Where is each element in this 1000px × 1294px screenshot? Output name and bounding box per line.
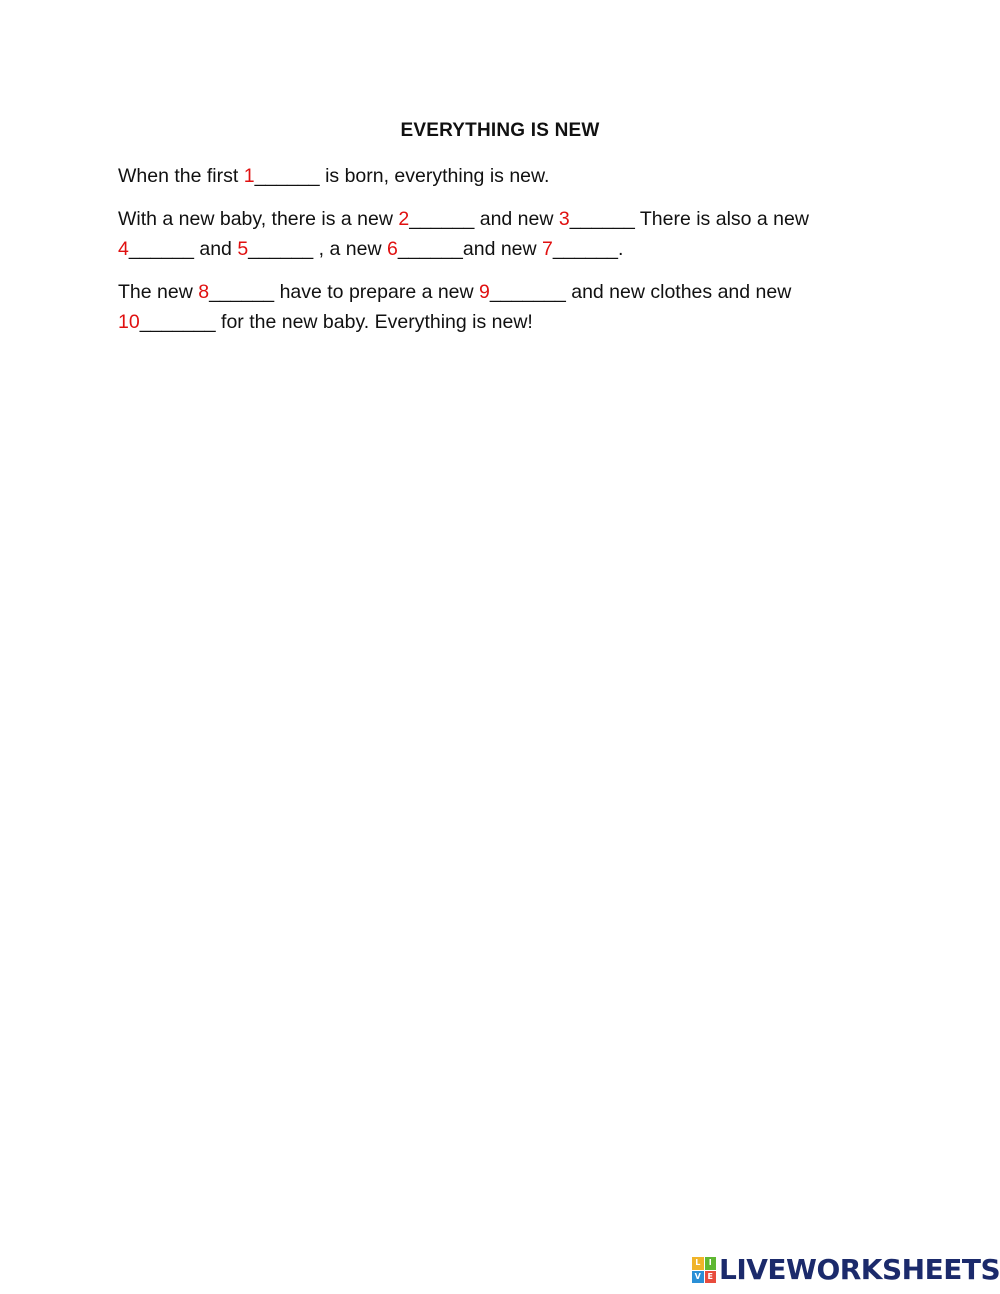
blank-number: 5 bbox=[237, 238, 249, 260]
paragraph bbox=[118, 161, 878, 191]
paragraph-text: ______ There is also a new bbox=[569, 208, 809, 230]
paragraph-text: _______ and new clothes and new bbox=[489, 281, 792, 303]
blank-number: 6 bbox=[386, 238, 398, 260]
blank-number: 9 bbox=[479, 281, 490, 303]
paragraph-text: ______ and bbox=[128, 238, 238, 260]
liveworksheets-logo bbox=[692, 1255, 1000, 1285]
paragraph-text: When the first bbox=[118, 165, 244, 187]
page-title: EVERYTHING IS NEW bbox=[400, 120, 600, 141]
blank-number: 7 bbox=[542, 238, 553, 260]
worksheet-body bbox=[118, 161, 878, 350]
paragraph-text: ______ have to prepare a new bbox=[209, 281, 480, 303]
paragraph-text: With a new baby, there is a new bbox=[118, 208, 399, 230]
paragraph-text: ______ , a new bbox=[248, 238, 387, 260]
blank-number: 2 bbox=[398, 208, 410, 230]
blank-number: 4 bbox=[118, 238, 129, 260]
logo-text: LIVEWORKSHEETS bbox=[719, 1253, 1000, 1286]
liveworksheets-logo-icon bbox=[692, 1257, 716, 1283]
paragraph-text: The new bbox=[118, 281, 199, 303]
logo-mark-letter: V bbox=[692, 1271, 704, 1284]
blank-number: 3 bbox=[558, 208, 570, 230]
paragraph-text: _______ for the new baby. Everything is new! bbox=[139, 311, 533, 333]
paragraph-text: ______ is born, everything is new. bbox=[254, 165, 550, 187]
blank-number: 8 bbox=[198, 281, 210, 303]
paragraph bbox=[118, 204, 878, 264]
paragraph-text: ______ and new bbox=[409, 208, 559, 230]
paragraph-text: ______. bbox=[552, 238, 624, 260]
logo-mark-letter: E bbox=[705, 1271, 717, 1284]
blank-number: 10 bbox=[118, 311, 140, 333]
blank-number: 1 bbox=[243, 165, 255, 187]
paragraph-text: ______and new bbox=[397, 238, 543, 260]
paragraph bbox=[118, 277, 878, 337]
logo-mark-letter: L bbox=[692, 1257, 704, 1270]
logo-mark-letter: I bbox=[705, 1257, 717, 1270]
